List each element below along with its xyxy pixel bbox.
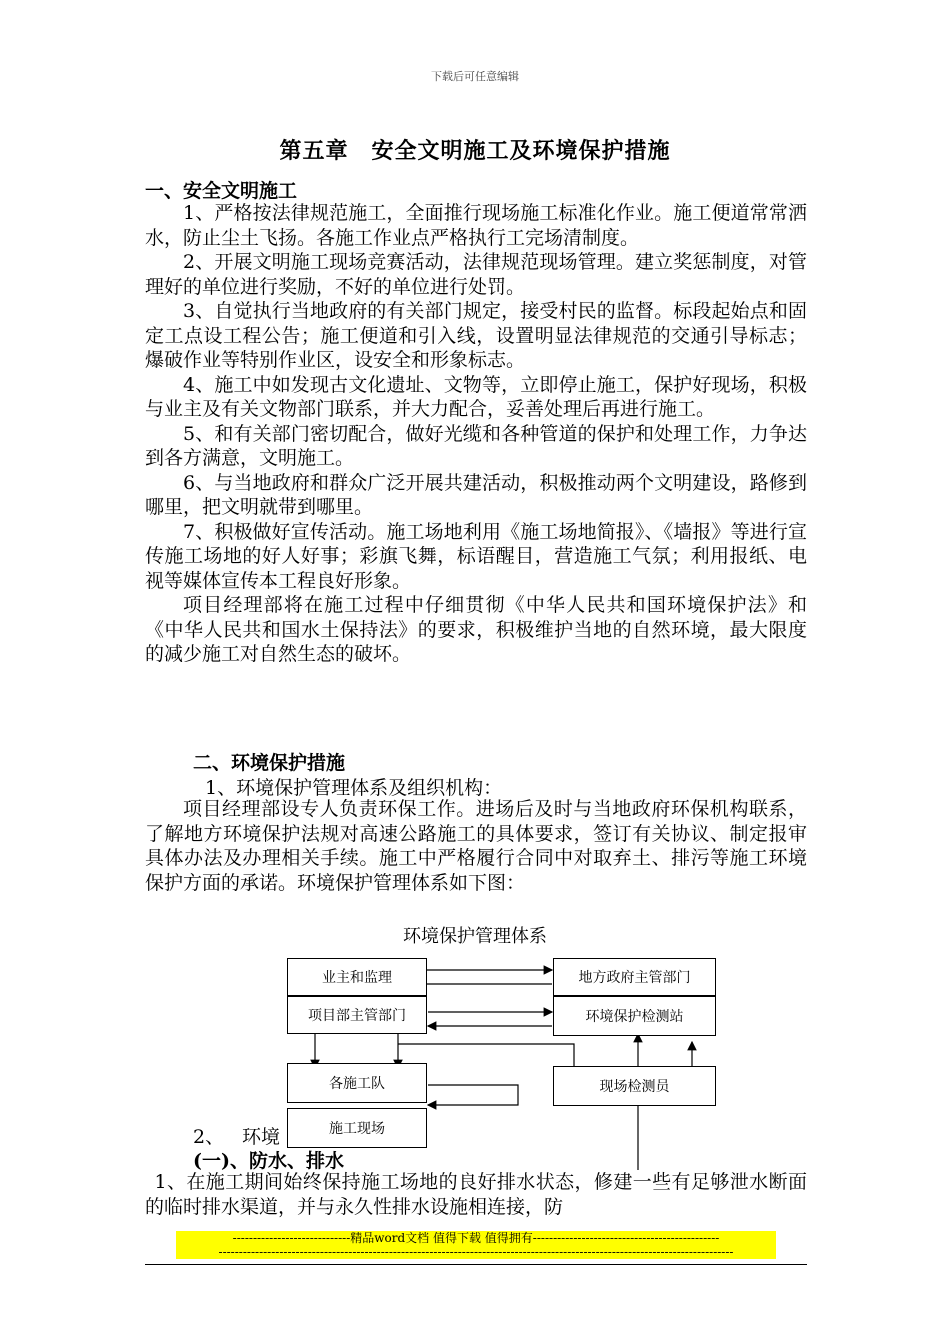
paragraph: 6、与当地政府和群众广泛开展共建活动，积极推动两个文明建设，路修到哪里，把文明就带到哪里。 [145, 471, 807, 518]
diagram-box-site: 施工现场 [287, 1108, 427, 1148]
diagram-title: 环境保护管理体系 [403, 926, 547, 947]
sub-heading-drainage: (一)、防水、排水 [193, 1150, 344, 1172]
paragraph: 2、开展文明施工现场竞赛活动，法律规范现场管理。建立奖惩制度，对管理好的单位进行奖励，不好的单位进行处罚。 [145, 251, 807, 298]
diagram-box-project-dept: 项目部主管部门 [287, 996, 427, 1034]
item2-text: 环境 [242, 1126, 281, 1148]
paragraph: 项目经理部将在施工过程中仔细贯彻《中华人民共和国环境保护法》和《中华人民共和国水土保持法》的要求，积极维护当地的自然环境，最大限度的减少施工对自然生态的破坏。 [145, 594, 807, 665]
section1-body [145, 201, 807, 667]
footer-line-1: -----------------------------精品word文档 值得下载 值得拥有---------------------------------------------- [176, 1231, 776, 1245]
page-title: 第五章 安全文明施工及环境保护措施 [279, 138, 671, 164]
header-note: 下载后可任意编辑 [431, 70, 519, 83]
footer-rule [145, 1264, 807, 1265]
paragraph: 1、严格按法律规范施工，全面推行现场施工标准化作业。施工便道常常洒水，防止尘土飞扬。各施工作业点严格执行工完场清制度。 [145, 202, 807, 249]
section2-sub1: 1、环境保护管理体系及组织机构： [205, 777, 503, 799]
item2-prefix: 2、 [193, 1126, 225, 1148]
paragraph: 7、积极做好宣传活动。施工场地利用《施工场地简报》、《墙报》等进行宣传施工场地的好人好事；彩旗飞舞，标语醒目，营造施工气氛；利用报纸、电视等媒体宣传本工程良好形象。 [145, 520, 807, 592]
paragraph: 1、在施工期间始终保持施工场地的良好排水状态，修建一些有足够泄水断面的临时排水渠道，并与永久性排水设施相连接，防 [145, 1171, 807, 1218]
diagram-box-site-inspector: 现场检测员 [553, 1066, 716, 1106]
diagram-box-env-station: 环境保护检测站 [553, 996, 716, 1036]
diagram-box-owner: 业主和监理 [287, 958, 427, 996]
diagram-box-local-gov: 地方政府主管部门 [553, 958, 716, 996]
paragraph: 项目经理部设专人负责环保工作。进场后及时与当地政府环保机构联系，了解地方环境保护法规对高速公路施工的具体要求，签订有关协议、制定报审具体办法及办理相关手续。施工中严格履行合同中对取弃土、排污等施工环境保护方面的承诺。环境保护管理体系如下图： [145, 798, 807, 894]
paragraph: 3、自觉执行当地政府的有关部门规定，接受村民的监督。标段起始点和固定工点设工程公告；施工便道和引入线，设置明显法律规范的交通引导标志；爆破作业等特别作业区，设安全和形象标志。 [145, 300, 807, 371]
section2-heading: 二、环境保护措施 [193, 752, 346, 774]
drainage-body [145, 1170, 807, 1219]
footer-line-2: ------------------------------------------------------------------------------------------------------------------------------- [176, 1245, 776, 1259]
paragraph: 4、施工中如发现古文化遗址、文物等，立即停止施工，保护好现场，积极与业主及有关文物部门联系，并大力配合，妥善处理后再进行施工。 [145, 373, 807, 420]
paragraph: 5、和有关部门密切配合，做好光缆和各种管道的保护和处理工作，力争达到各方满意，文明施工。 [145, 422, 807, 469]
diagram-box-teams: 各施工队 [287, 1063, 427, 1103]
section1-heading: 一、安全文明施工 [145, 180, 298, 202]
section2-body [145, 797, 807, 895]
